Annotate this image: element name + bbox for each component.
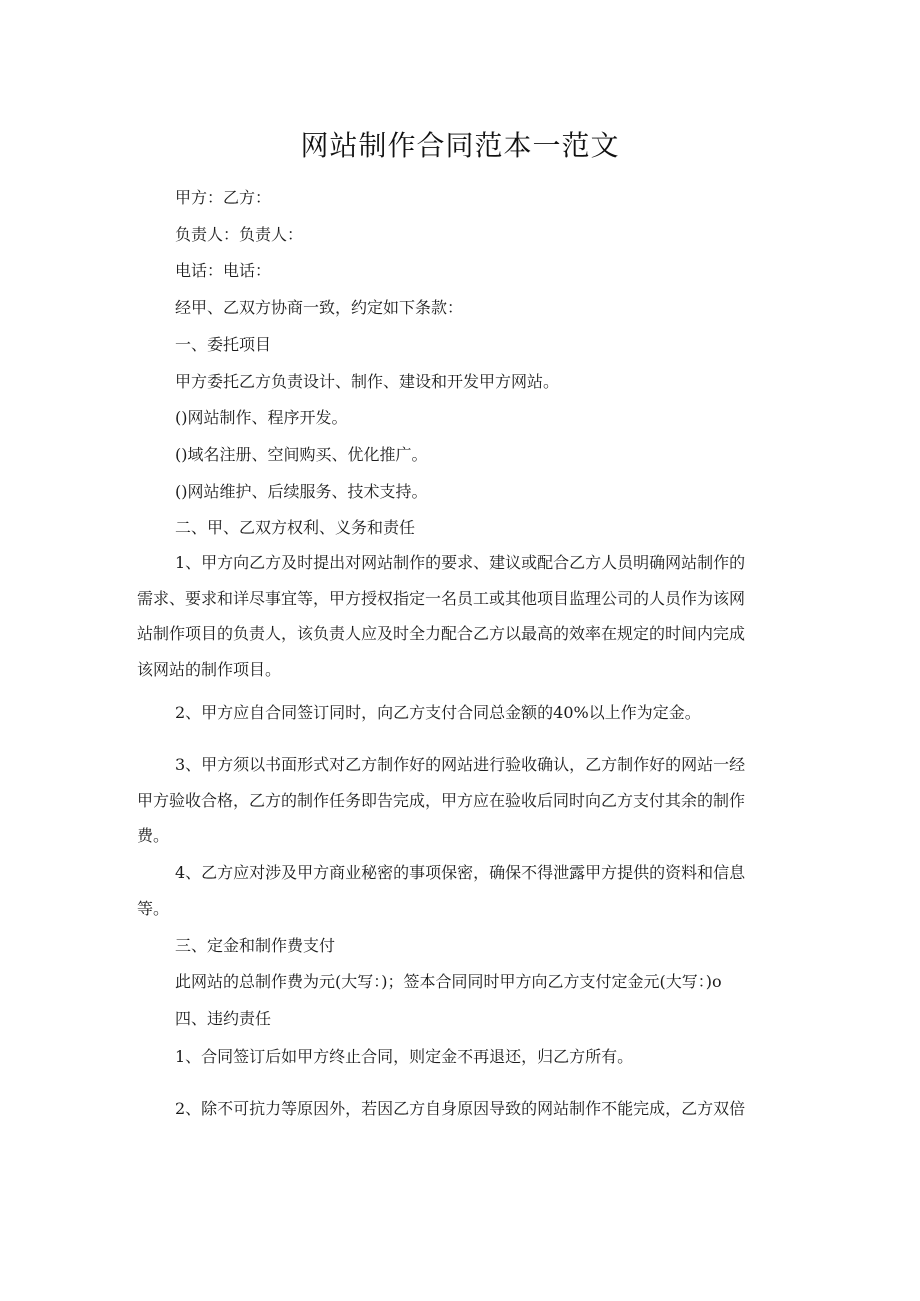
phone-line: 电话：电话： — [175, 261, 272, 280]
section4-heading: 四、违约责任 — [175, 1009, 272, 1028]
section1-item-3: ()网站维护、后续服务、技术支持。 — [175, 482, 428, 501]
clause-4-2-line-1: 2、除不可抗力等原因外，若因乙方自身原因导致的网站制作不能完成，乙方双倍 — [175, 1099, 746, 1118]
section1-text: 甲方委托乙方负责设计、制作、建设和开发甲方网站。 — [175, 372, 560, 391]
clause-2-3-line-3: 费。 — [137, 826, 170, 845]
section3-heading: 三、定金和制作费支付 — [175, 936, 336, 955]
clause-2-2: 2、甲方应自合同签订同时，向乙方支付合同总金额的40%以上作为定金。 — [175, 703, 701, 722]
section3-text: 此网站的总制作费为元(大写：)；签本合同同时甲方向乙方支付定金元(大写：)o — [175, 972, 722, 991]
clause-2-1-line-1: 1、甲方向乙方及时提出对网站制作的要求、建议或配合乙方人员明确网站制作的 — [175, 553, 746, 572]
section2-heading: 二、甲、乙双方权利、义务和责任 — [175, 518, 416, 537]
clause-2-1-line-2: 需求、要求和详尽事宜等，甲方授权指定一名员工或其他项目监理公司的人员作为该网 — [137, 589, 746, 608]
clause-4-1: 1、合同签订后如甲方终止合同，则定金不再退还，归乙方所有。 — [175, 1047, 634, 1066]
document-title: 网站制作合同范本一范文 — [300, 129, 620, 162]
party-line: 甲方：乙方： — [175, 188, 272, 207]
clause-2-3-line-1: 3、甲方须以书面形式对乙方制作好的网站进行验收确认，乙方制作好的网站一经 — [175, 755, 746, 774]
section1-item-2: ()域名注册、空间购买、优化推广。 — [175, 445, 428, 464]
section1-item-1: ()网站制作、程序开发。 — [175, 408, 348, 427]
clause-2-4-line-1: 4、乙方应对涉及甲方商业秘密的事项保密，确保不得泄露甲方提供的资料和信息 — [175, 863, 746, 882]
section1-heading: 一、委托项目 — [175, 335, 272, 354]
clause-2-1-line-4: 该网站的制作项目。 — [137, 660, 282, 679]
clause-2-3-line-2: 甲方验收合格，乙方的制作任务即告完成，甲方应在验收后同时向乙方支付其余的制作 — [137, 791, 746, 810]
contact-line: 负责人：负责人： — [175, 225, 304, 244]
clause-2-4-line-2: 等。 — [137, 899, 170, 918]
clause-2-1-line-3: 站制作项目的负责人，该负责人应及时全力配合乙方以最高的效率在规定的时间内完成 — [137, 624, 746, 643]
intro-line: 经甲、乙双方协商一致，约定如下条款： — [175, 298, 464, 317]
